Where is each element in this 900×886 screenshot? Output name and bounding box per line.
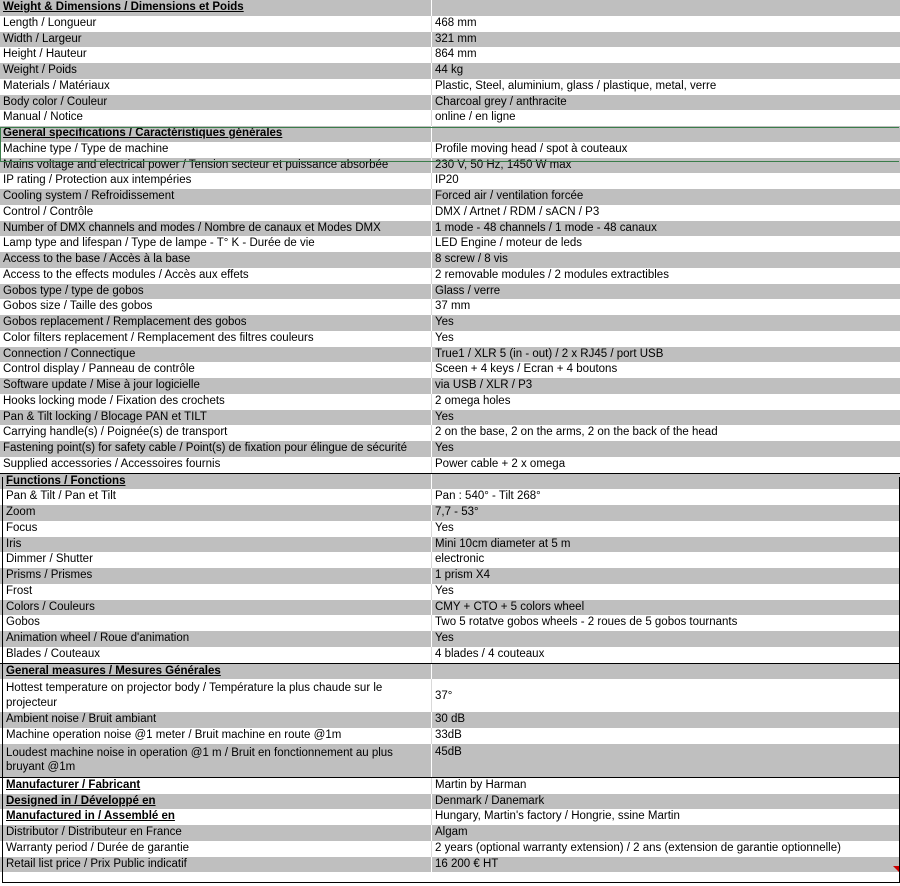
spec-label: Control display / Panneau de contrôle xyxy=(3,363,195,376)
spec-row xyxy=(0,441,900,457)
spec-label: General specifications / Caractéristiques générales xyxy=(3,127,283,139)
spec-label: IP rating / Protection aux intempéries xyxy=(3,174,192,187)
spec-value: Denmark / Danemark xyxy=(431,794,900,810)
spec-value: 16 200 € HT xyxy=(431,857,900,873)
spec-label: Machine type / Type de machine xyxy=(3,142,169,155)
spec-label: Distributor / Distributeur en France xyxy=(6,826,182,838)
spec-label: Warranty period / Durée de garantie xyxy=(6,841,190,854)
spec-row xyxy=(0,647,900,663)
spec-label: Supplied accessories / Accessoires fournis xyxy=(3,457,221,470)
spec-label: Access to the effects modules / Accès aux effets xyxy=(3,268,249,281)
spec-label: Manufacturer / Fabricant xyxy=(6,778,141,791)
spec-row xyxy=(0,631,900,647)
spec-value: 1 mode - 48 channels / 1 mode - 48 canaux xyxy=(431,221,900,237)
spec-row xyxy=(0,394,900,410)
spec-label: Gobos type / type de gobos xyxy=(3,284,144,297)
spec-value: Charcoal grey / anthracite xyxy=(431,95,900,111)
spec-label: Functions / Fonctions xyxy=(6,474,126,487)
spec-row xyxy=(0,110,900,126)
spec-row xyxy=(0,236,900,252)
spec-value: DMX / Artnet / RDM / sACN / P3 xyxy=(431,205,900,221)
spec-row xyxy=(0,489,900,505)
spec-label: Frost xyxy=(6,584,33,597)
spec-value: Yes xyxy=(431,521,900,537)
spec-value: True1 / XLR 5 (in - out) / 2 x RJ45 / port USB xyxy=(431,347,900,363)
spec-row xyxy=(0,679,900,712)
spec-label: Machine operation noise @1 meter / Bruit machine en route @1m xyxy=(6,729,342,741)
spec-row xyxy=(0,362,900,378)
spec-label: Manual / Notice xyxy=(3,111,83,124)
spec-row xyxy=(0,457,900,473)
spec-label: Weight / Poids xyxy=(3,64,77,76)
spec-row xyxy=(0,521,900,537)
spec-label: Animation wheel / Roue d'animation xyxy=(6,632,190,644)
spec-row xyxy=(0,158,900,174)
spec-value: 4 blades / 4 couteaux xyxy=(431,647,900,663)
spec-row xyxy=(0,268,900,284)
spec-value: Two 5 rotatve gobos wheels - 2 roues de 5 gobos tournants xyxy=(431,615,900,631)
spec-row xyxy=(0,32,900,48)
spec-label: Loudest machine noise in operation @1 m / Bruit en fonctionnement au plus bruyant @1m xyxy=(6,746,393,774)
spec-row xyxy=(0,425,900,441)
spec-value: Yes xyxy=(431,331,900,347)
spec-row xyxy=(0,16,900,32)
spec-value: 30 dB xyxy=(431,712,900,728)
spec-row xyxy=(0,410,900,426)
spec-value: Glass / verre xyxy=(431,284,900,300)
spec-label: Gobos size / Taille des gobos xyxy=(3,300,153,313)
spec-row xyxy=(0,857,900,873)
spec-label: Carrying handle(s) / Poignée(s) de transport xyxy=(3,426,228,439)
spec-label: Gobos replacement / Remplacement des gobos xyxy=(3,316,247,328)
spec-row xyxy=(0,825,900,841)
spec-value: 2 years (optional warranty extension) / 2 ans (extension de garantie optionnelle) xyxy=(431,841,900,857)
spec-value: 7,7 - 53° xyxy=(431,505,900,521)
spec-row xyxy=(0,841,900,857)
spec-label: Ambient noise / Bruit ambiant xyxy=(6,713,157,726)
spec-value: 468 mm xyxy=(431,16,900,32)
spec-value: Martin by Harman xyxy=(431,778,900,794)
spec-label: Manufactured in / Assemblé en xyxy=(6,810,175,823)
spec-row xyxy=(0,189,900,205)
spec-value: 37 mm xyxy=(431,299,900,315)
spec-row xyxy=(0,347,900,363)
spec-row xyxy=(0,600,900,616)
spec-label: Blades / Couteaux xyxy=(6,647,100,660)
spec-value: Forced air / ventilation forcée xyxy=(431,189,900,205)
section-header-row xyxy=(0,777,900,794)
spec-label: Designed in / Développé en xyxy=(6,794,156,807)
spec-value: Yes xyxy=(431,631,900,647)
spec-row xyxy=(0,584,900,600)
spec-value: Algam xyxy=(431,825,900,841)
spec-value: 1 prism X4 xyxy=(431,568,900,584)
spec-label: Iris xyxy=(6,537,22,550)
spec-row xyxy=(0,794,900,810)
spec-label: Mains voltage and electrical power / Tension secteur et puissance absorbée xyxy=(3,158,389,171)
spec-value: IP20 xyxy=(431,173,900,189)
spec-value: Yes xyxy=(431,410,900,426)
spec-label: Body color / Couleur xyxy=(3,95,108,108)
section-header-row xyxy=(0,126,900,142)
spec-label: Colors / Couleurs xyxy=(6,600,95,613)
spec-row xyxy=(0,95,900,111)
spec-value: LED Engine / moteur de leds xyxy=(431,236,900,252)
spec-value: 45dB xyxy=(431,744,900,777)
spec-label: Dimmer / Shutter xyxy=(6,553,93,566)
spec-label: Pan & Tilt / Pan et Tilt xyxy=(6,490,116,503)
spec-value: CMY + CTO + 5 colors wheel xyxy=(431,600,900,616)
spec-label: Zoom xyxy=(6,506,36,518)
spec-value: Mini 10cm diameter at 5 m xyxy=(431,537,900,553)
spec-value: 8 screw / 8 vis xyxy=(431,252,900,268)
spec-value: Yes xyxy=(431,441,900,457)
spec-label: Hooks locking mode / Fixation des crochets xyxy=(3,394,225,407)
spec-value: 33dB xyxy=(431,728,900,744)
spec-value: 2 removable modules / 2 modules extractibles xyxy=(431,268,900,284)
section-header-row xyxy=(0,663,900,680)
spec-row xyxy=(0,615,900,631)
spec-row xyxy=(0,63,900,79)
spec-value: Sceen + 4 keys / Ecran + 4 boutons xyxy=(431,362,900,378)
spec-label: Prisms / Prismes xyxy=(6,569,93,581)
spec-label: Lamp type and lifespan / Type de lampe - T° K - Durée de vie xyxy=(3,237,315,250)
spec-label: Fastening point(s) for safety cable / Point(s) de fixation pour élingue de sécurité xyxy=(3,442,407,454)
spec-value: 321 mm xyxy=(431,32,900,48)
spec-row xyxy=(0,299,900,315)
spec-value xyxy=(431,126,900,142)
spec-value: Power cable + 2 x omega xyxy=(431,457,900,473)
spec-label: Number of DMX channels and modes / Nombre de canaux et Modes DMX xyxy=(3,221,381,234)
spec-value xyxy=(431,664,900,680)
spec-label: Connection / Connectique xyxy=(3,347,136,360)
spec-row xyxy=(0,47,900,63)
spec-row xyxy=(0,205,900,221)
spec-value: Profile moving head / spot à couteaux xyxy=(431,142,900,158)
spec-value: electronic xyxy=(431,552,900,568)
spec-row xyxy=(0,284,900,300)
spec-row xyxy=(0,378,900,394)
spec-row xyxy=(0,252,900,268)
spec-label: General measures / Mesures Générales xyxy=(6,664,221,677)
spec-label: Software update / Mise à jour logicielle xyxy=(3,379,200,391)
spec-row xyxy=(0,331,900,347)
spec-row xyxy=(0,568,900,584)
spec-row xyxy=(0,537,900,553)
spec-label: Width / Largeur xyxy=(3,32,82,45)
spec-row xyxy=(0,315,900,331)
spec-row xyxy=(0,712,900,728)
spec-row xyxy=(0,728,900,744)
spec-label: Control / Contrôle xyxy=(3,205,94,218)
spec-label: Retail list price / Prix Public indicatif xyxy=(6,857,187,870)
spec-value xyxy=(431,0,900,16)
spec-row xyxy=(0,142,900,158)
spec-label: Color filters replacement / Remplacement des filtres couleurs xyxy=(3,331,314,344)
spec-label: Gobos xyxy=(6,616,40,629)
spec-label: Pan & Tilt locking / Blocage PAN et TILT xyxy=(3,410,207,423)
section-header-row xyxy=(0,473,900,490)
spec-value: via USB / XLR / P3 xyxy=(431,378,900,394)
spec-value: 864 mm xyxy=(431,47,900,63)
spec-value: 230 V, 50 Hz, 1450 W max xyxy=(431,158,900,174)
spec-label: Cooling system / Refroidissement xyxy=(3,190,175,202)
spec-label: Hottest temperature on projector body / Température la plus chaude sur le projecteur xyxy=(6,682,383,709)
spec-row xyxy=(0,79,900,95)
spec-row xyxy=(0,173,900,189)
spec-value: Yes xyxy=(431,584,900,600)
spec-value: 2 omega holes xyxy=(431,394,900,410)
spec-value: Yes xyxy=(431,315,900,331)
spec-row xyxy=(0,809,900,825)
spec-row xyxy=(0,744,900,777)
spec-value: 2 on the base, 2 on the arms, 2 on the back of the head xyxy=(431,425,900,441)
spec-value: Hungary, Martin's factory / Hongrie, ssine Martin xyxy=(431,809,900,825)
spec-label: Weight & Dimensions / Dimensions et Poids xyxy=(3,1,244,13)
spec-value: Pan : 540° - Tilt 268° xyxy=(431,489,900,505)
spec-value: Plastic, Steel, aluminium, glass / plastique, metal, verre xyxy=(431,79,900,95)
spec-value: 37° xyxy=(431,679,900,712)
spec-label: Focus xyxy=(6,521,38,534)
spec-label: Length / Longueur xyxy=(3,16,97,29)
spec-row xyxy=(0,552,900,568)
section-header-row xyxy=(0,0,900,16)
spec-label: Height / Hauteur xyxy=(3,48,87,61)
spec-value: 44 kg xyxy=(431,63,900,79)
spec-value: online / en ligne xyxy=(431,110,900,126)
spec-value xyxy=(431,474,900,490)
spec-label: Materials / Matériaux xyxy=(3,79,110,92)
spec-row xyxy=(0,505,900,521)
spec-label: Access to the base / Accès à la base xyxy=(3,253,191,265)
spec-row xyxy=(0,221,900,237)
